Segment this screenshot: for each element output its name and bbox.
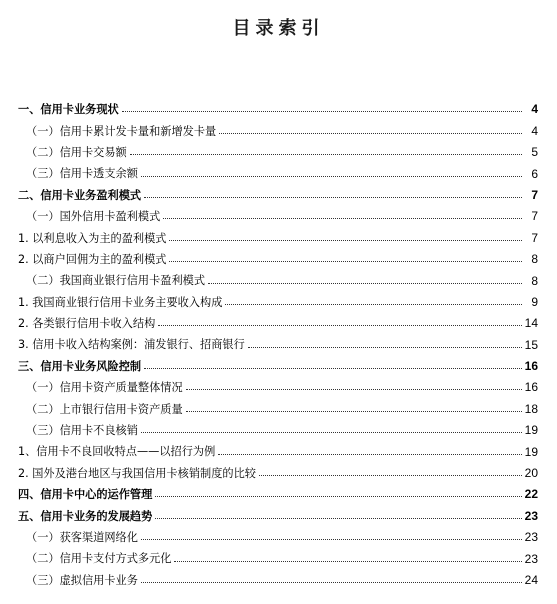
toc-entry-label: 一、信用卡业务现状 <box>18 103 119 117</box>
toc-entry[interactable] <box>18 265 538 286</box>
toc-entry-page-number: 20 <box>524 466 538 481</box>
toc-entry-label: 3. 信用卡收入结构案例：浦发银行、招商银行 <box>18 338 245 352</box>
toc-entry[interactable] <box>18 137 538 158</box>
dot-leader <box>248 347 522 348</box>
toc-entry[interactable] <box>18 329 538 350</box>
toc-entry-page-number: 18 <box>524 401 538 416</box>
toc-entry[interactable] <box>18 351 538 372</box>
toc-entry[interactable] <box>18 115 538 136</box>
toc-entry-page-number: 8 <box>531 273 538 288</box>
toc-entry[interactable] <box>18 393 538 414</box>
dot-leader <box>174 561 522 562</box>
toc-entry-label: 2. 国外及港台地区与我国信用卡核销制度的比较 <box>18 466 256 480</box>
toc-entry-label: （三）虚拟信用卡业务 <box>26 573 138 587</box>
toc-entry-page-number: 22 <box>524 487 538 502</box>
toc-entry-label: （一）信用卡累计发卡量和新增发卡量 <box>26 124 217 138</box>
dot-leader <box>144 197 522 198</box>
dot-leader <box>169 240 522 241</box>
toc-entry[interactable] <box>18 415 538 436</box>
dot-leader <box>144 368 522 369</box>
toc-entry-label: （二）上市银行信用卡资产质量 <box>26 402 183 416</box>
toc-entry-label: 三、信用卡业务风险控制 <box>18 359 142 373</box>
toc-entry-label: （三）信用卡透支余额 <box>26 167 138 181</box>
toc-entry-page-number: 7 <box>531 209 538 224</box>
toc-entry-label: 二、信用卡业务盈利模式 <box>18 188 142 202</box>
toc-entry-page-number: 5 <box>531 145 538 160</box>
dot-leader <box>169 261 522 262</box>
dot-leader <box>218 454 522 455</box>
toc-entry-page-number: 6 <box>531 166 538 181</box>
toc-entry-label: （一）国外信用卡盈利模式 <box>26 210 161 224</box>
toc-entry-label: 1. 我国商业银行信用卡业务主要收入构成 <box>18 295 223 309</box>
toc-entry[interactable] <box>18 180 538 201</box>
toc-entry-page-number: 23 <box>524 508 538 523</box>
dot-leader <box>141 539 522 540</box>
toc-entry[interactable] <box>18 372 538 393</box>
toc-entry[interactable] <box>18 522 538 543</box>
toc-entry-page-number: 16 <box>524 359 538 374</box>
toc-entry[interactable] <box>18 287 538 308</box>
toc-entry[interactable] <box>18 458 538 479</box>
dot-leader <box>225 304 522 305</box>
toc-entry[interactable] <box>18 201 538 222</box>
toc-entry[interactable] <box>18 500 538 521</box>
dot-leader <box>186 389 522 390</box>
dot-leader <box>219 133 522 134</box>
toc-entry-page-number: 4 <box>531 102 538 117</box>
toc-entry[interactable] <box>18 543 538 564</box>
dot-leader <box>155 496 522 497</box>
toc-entry[interactable] <box>18 158 538 179</box>
toc-entry-label: （一）获客渠道网络化 <box>26 531 138 544</box>
toc-entry-page-number: 9 <box>531 294 538 309</box>
toc-entry[interactable] <box>18 94 538 115</box>
dot-leader <box>163 218 522 219</box>
toc-entry-label: 四、信用卡中心的运作管理 <box>18 488 153 502</box>
dot-leader <box>141 176 522 177</box>
toc-entry-page-number: 7 <box>531 187 538 202</box>
dot-leader <box>259 475 522 476</box>
toc-entry[interactable] <box>18 436 538 457</box>
page-title: 目录索引 <box>232 18 325 39</box>
toc-entry-page-number: 15 <box>524 337 538 352</box>
toc-entry-label: （二）信用卡交易额 <box>26 145 127 159</box>
toc-entry[interactable] <box>18 308 538 329</box>
toc-entry-label: （一）信用卡资产质量整体情况 <box>26 381 183 395</box>
toc-entry[interactable] <box>18 479 538 500</box>
toc-entry-label: （二）我国商业银行信用卡盈利模式 <box>26 274 206 288</box>
toc-entry-label: 五、信用卡业务的发展趋势 <box>18 509 153 523</box>
toc-entry-page-number: 14 <box>524 316 538 331</box>
dot-leader <box>158 325 522 326</box>
dot-leader <box>186 411 522 412</box>
toc-entry-label: （三）信用卡不良核销 <box>26 424 138 438</box>
toc-entry[interactable] <box>18 565 538 586</box>
dot-leader <box>122 111 522 112</box>
toc-entry-page-number: 23 <box>524 551 538 566</box>
toc-entry-page-number: 8 <box>531 252 538 267</box>
toc-entry-label: 1、信用卡不良回收特点——以招行为例 <box>18 445 216 459</box>
dot-leader <box>208 283 522 284</box>
toc-entry-page-number: 7 <box>531 230 538 245</box>
toc-entry-page-number: 24 <box>524 572 538 587</box>
toc-entry-label: 2. 各类银行信用卡收入结构 <box>18 317 156 331</box>
dot-leader <box>155 518 522 519</box>
dot-leader <box>141 582 522 583</box>
toc-entry-page-number: 4 <box>531 123 538 138</box>
toc-entry-page-number: 19 <box>524 423 538 438</box>
toc-entry-page-number: 16 <box>524 380 538 395</box>
dot-leader <box>141 432 522 433</box>
toc-entry[interactable] <box>18 222 538 243</box>
toc-entry-page-number: 19 <box>524 444 538 459</box>
dot-leader <box>130 154 522 155</box>
table-of-contents <box>18 94 538 586</box>
toc-entry[interactable] <box>18 244 538 265</box>
toc-entry-label: 2. 以商户回佣为主的盈利模式 <box>18 252 167 266</box>
toc-entry-label: （二）信用卡支付方式多元化 <box>26 552 172 566</box>
toc-entry-label: 1. 以利息收入为主的盈利模式 <box>18 231 167 245</box>
toc-entry-page-number: 23 <box>524 530 538 545</box>
